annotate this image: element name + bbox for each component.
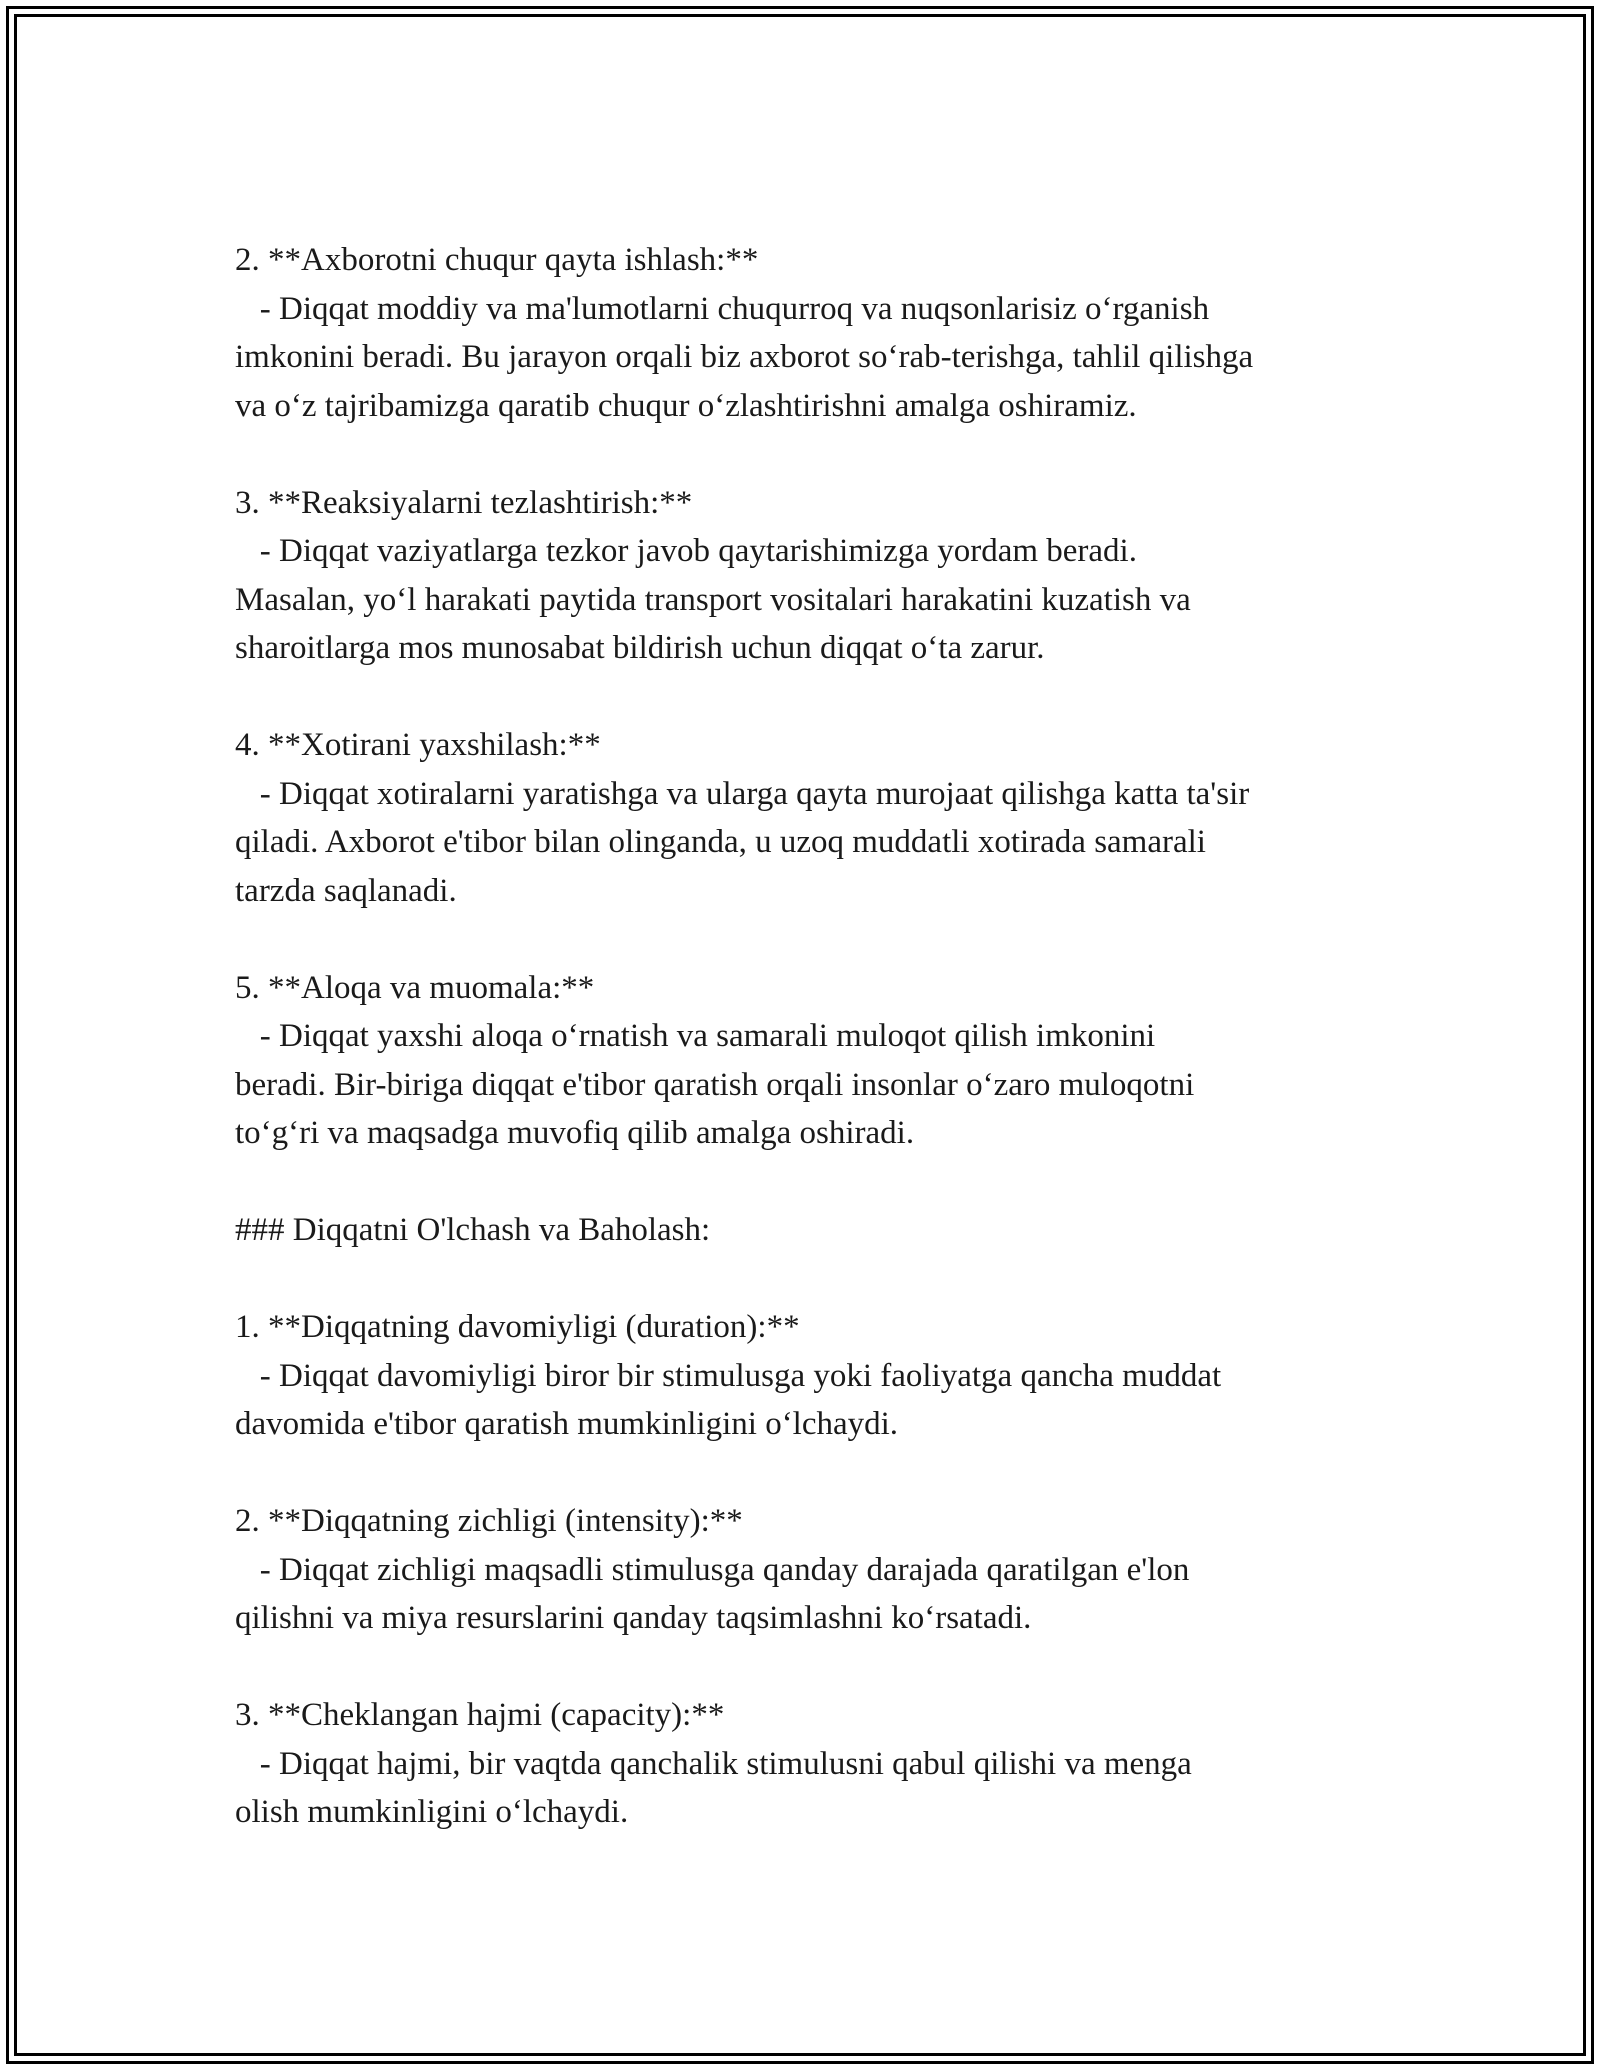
section-heading: 3. **Cheklangan hajmi (capacity):** [235,1697,725,1733]
section-heading: 2. **Axborotni chuqur qayta ishlash:** [235,242,759,278]
section-item-5-communication [235,964,1415,1158]
section-heading: 1. **Diqqatning davomiyligi (duration):** [235,1309,800,1345]
paragraph-line: beradi. Bir-biriga diqqat e'tibor qaratish orqali insonlar o‘zaro muloqotni [235,1066,1195,1103]
spacer [235,673,1415,722]
paragraph-line: - Diqqat zichligi maqsadli stimulusga qanday darajada qaratilgan e'lon [235,1551,1190,1588]
section-heading: 4. **Xotirani yaxshilash:** [235,727,601,763]
section-item-2-deep-processing [235,236,1415,430]
paragraph-line: - Diqqat moddiy va ma'lumotlarni chuqurroq va nuqsonlarisiz o‘rganish [235,290,1210,327]
paragraph-line: olish mumkinligini o‘lchaydi. [235,1794,629,1830]
paragraph-line: - Diqqat vaziyatlarga tezkor javob qaytarishimizga yordam beradi. [235,533,1137,569]
subsection-title: ### Diqqatni O'lchash va Baholash: [235,1212,711,1248]
spacer [235,1449,1415,1498]
paragraph-line: imkonini beradi. Bu jarayon orqali biz axborot so‘rab-terishga, tahlil qilishga [235,339,1254,375]
spacer [235,430,1415,479]
section-heading: 2. **Diqqatning zichligi (intensity):** [235,1503,743,1539]
section-heading-measurement [235,1206,1415,1255]
paragraph-line: - Diqqat davomiyligi biror bir stimulusga yoki faoliyatga qancha muddat [235,1357,1222,1394]
paragraph-line: sharoitlarga mos munosabat bildirish uchun diqqat o‘ta zarur. [235,630,1045,666]
spacer [235,1255,1415,1304]
document-body [235,236,1415,1837]
section-item-3-capacity [235,1691,1415,1837]
paragraph-line: tarzda saqlanadi. [235,872,457,909]
spacer [235,1158,1415,1207]
section-heading: 3. **Reaksiyalarni tezlashtirish:** [235,484,693,521]
paragraph-line: to‘g‘ri va maqsadga muvofiq qilib amalga oshiradi. [235,1115,915,1151]
spacer [235,915,1415,964]
paragraph-line: davomida e'tibor qaratish mumkinligini o‘lchaydi. [235,1406,899,1442]
paragraph-line: - Diqqat yaxshi aloqa o‘rnatish va samarali muloqot qilish imkonini [235,1018,1156,1054]
section-heading: 5. **Aloqa va muomala:** [235,969,595,1006]
spacer [235,1643,1415,1692]
paragraph-line: va o‘z tajribamizga qaratib chuqur o‘zlashtirishni amalga oshiramiz. [235,387,1137,424]
paragraph-line: qiladi. Axborot e'tibor bilan olinganda, u uzoq muddatli xotirada samarali [235,824,1206,860]
section-item-1-duration [235,1303,1415,1449]
paragraph-line: - Diqqat xotiralarni yaratishga va ularga qayta murojaat qilishga katta ta'sir [235,775,1250,812]
paragraph-line: Masalan, yo‘l harakati paytida transport vositalari harakatini kuzatish va [235,581,1191,618]
section-item-2-intensity [235,1497,1415,1643]
section-item-4-memory [235,721,1415,915]
paragraph-line: - Diqqat hajmi, bir vaqtda qanchalik stimulusni qabul qilishi va menga [235,1745,1192,1782]
paragraph-line: qilishni va miya resurslarini qanday taqsimlashni ko‘rsatadi. [235,1600,1032,1636]
section-item-3-reactions [235,479,1415,673]
